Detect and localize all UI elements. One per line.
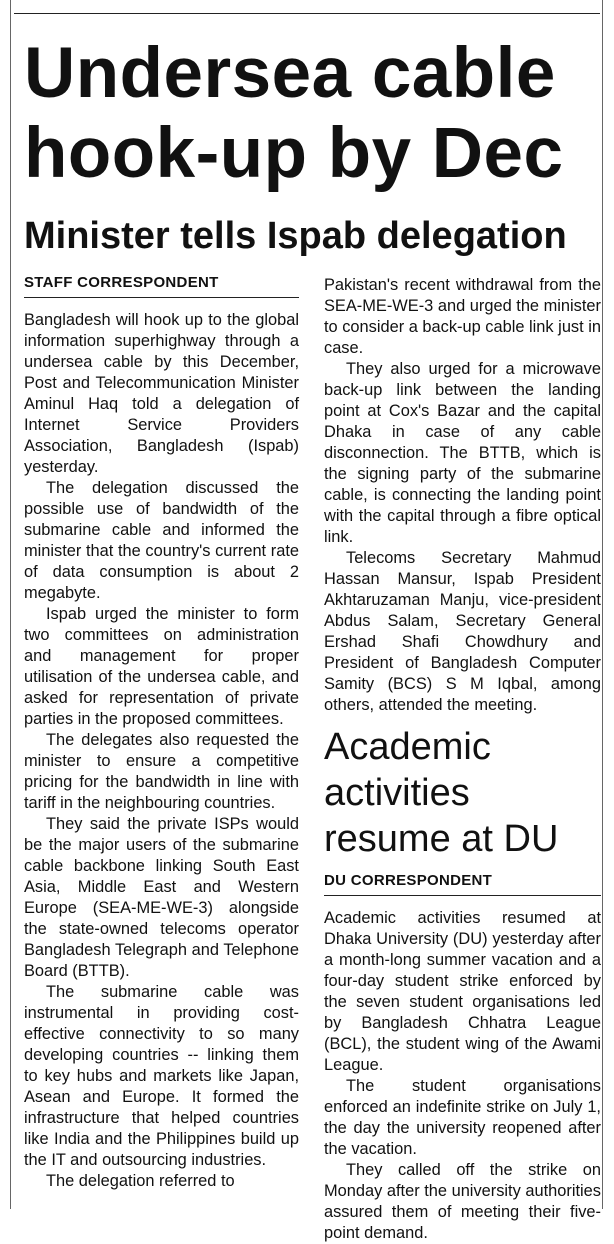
article2-paragraph: Academic activities resumed at Dhaka University (DU) yesterday after a month-long summer vacation and a four-day student strike enforced by the seven student organisations led by Bangladesh Chhatra League (BCL), the student wing of the Awami League.: [324, 909, 601, 1074]
article2-paragraph: They called off the strike on Monday after the university authorities assured them of meeting their five-point demand.: [324, 1161, 601, 1242]
top-rule: [14, 13, 600, 14]
left-column-rule: [10, 0, 11, 1209]
article2-paragraph: The student organisations enforced an indefinite strike on July 1, the day the university reopened after the vacation.: [324, 1077, 601, 1158]
article1-paragraph: The delegation discussed the possible use of bandwidth of the submarine cable and informed the minister that the country's current rate of data consumption is about 2 megabyte.: [24, 479, 299, 602]
article1-headline: Undersea cable hook-up by Dec: [24, 34, 564, 193]
article1-paragraph: Ispab urged the minister to form two committees on administration and management for proper utilisation of the undersea cable, and asked for representation of private parties in the proposed committees.: [24, 605, 299, 728]
article1-paragraph: Pakistan's recent withdrawal from the SEA-ME-WE-3 and urged the minister to consider a back-up cable link just in case.: [324, 276, 601, 357]
article1-column-2: [324, 275, 601, 1244]
article2-headline: Academic activities resume at DU: [324, 726, 559, 860]
article1-subhead: Minister tells Ispab delegation: [24, 215, 567, 257]
article1-paragraph: The delegates also requested the minister to ensure a competitive pricing for the bandwidth in line with tariff in the neighbouring countries.: [24, 731, 299, 812]
article2-byline: DU CORRESPONDENT: [324, 870, 601, 896]
article1-paragraph: The delegation referred to: [46, 1172, 235, 1190]
article1-byline: STAFF CORRESPONDENT: [24, 272, 299, 298]
article1-paragraph: The submarine cable was instrumental in providing cost-effective connectivity to so many developing countries -- linking them to key hubs and markets like Japan, Asean and Europe. It formed the infrastructure that helped countries like India and the Philippines build up the IT and outsourcing industries.: [24, 983, 299, 1169]
article1-paragraph: They said the private ISPs would be the major users of the submarine cable backbone linking South East Asia, Middle East and Western Europe (SEA-ME-WE-3) alongside the state-owned telecoms operator Bangladesh Telegraph and Telephone Board (BTTB).: [24, 815, 299, 980]
article1-paragraph: Telecoms Secretary Mahmud Hassan Mansur, Ispab President Akhtaruzaman Manju, vice-president Abdus Salam, Secretary General Ershad Shafi Chowdhury and President of Bangladesh Computer Samity (BCS) S M Iqbal, among others, attended the meeting.: [324, 549, 601, 714]
article1-paragraph: They also urged for a microwave back-up link between the landing point at Cox's Bazar and the capital Dhaka in case of any cable disconnection. The BTTB, which is the signing party of the submarine cable, is connecting the landing point with the capital through a fibre optical link.: [324, 360, 601, 546]
article1-column-1: [24, 272, 299, 1192]
article1-paragraph: Bangladesh will hook up to the global information superhighway through a undersea cable by this December, Post and Telecommunication Minister Aminul Haq told a delegation of Internet Service Providers Association, Bangladesh (Ispab) yesterday.: [24, 311, 299, 476]
